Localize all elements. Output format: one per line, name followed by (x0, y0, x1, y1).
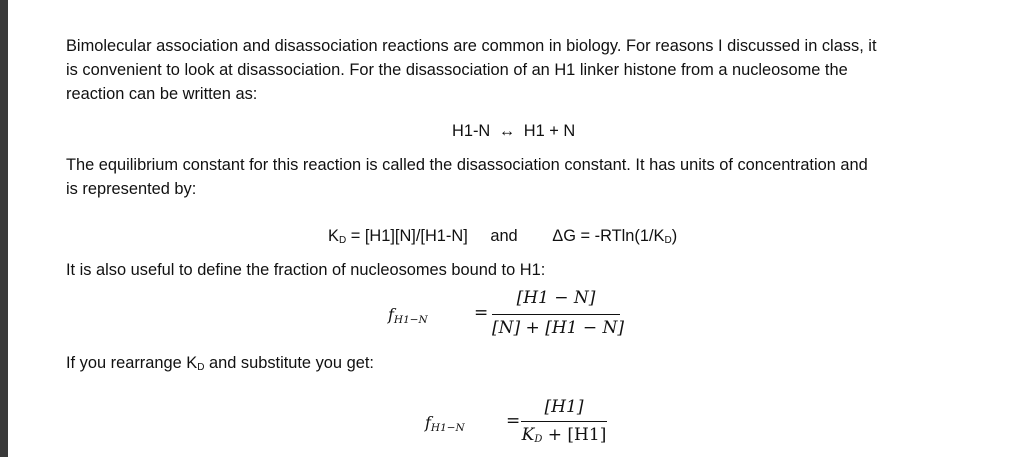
formula2-denominator: KD + [H1] (521, 425, 607, 445)
delta-g-expression: ΔG = -RTln(1/KD) (552, 227, 678, 246)
formula2-lhs: $f_{H1-N}$ (425, 413, 465, 434)
document-page (8, 0, 1024, 457)
reaction-equation (452, 119, 575, 143)
formula2-equals: = (506, 411, 521, 431)
intro-line-1: Bimolecular association and disassociation reactions are common in biology. For reasons I discussed in class, it (66, 37, 877, 55)
kd-k: K (328, 227, 339, 245)
kd-d: D (338, 235, 347, 246)
reaction-left: H1-N (452, 122, 491, 140)
intro-line-2: is convenient to look at disassociation. For the disassociation of an H1 linker histone from a nucleosome the (66, 61, 848, 79)
formula1-lhs: $f_{H1-N}$ (388, 305, 428, 326)
formula2-numerator: [H1] (544, 397, 584, 417)
equilibrium-line-2: is represented by: (66, 180, 197, 198)
formula1-equals: = (474, 303, 489, 323)
fraction-formula-1 (388, 284, 648, 344)
formula1-numerator: [H1 − N] (516, 288, 596, 308)
equilibrium-line-1: The equilibrium constant for this reaction is called the disassociation constant. It has units of concentration and (66, 156, 868, 174)
kd-equation (328, 224, 677, 253)
formula1-fraction-bar (492, 314, 620, 315)
intro-line-3: reaction can be written as: (66, 85, 258, 103)
intro-paragraph (66, 34, 986, 106)
formula1-denominator: [N] + [H1 − N] (492, 318, 625, 338)
rearrange-text: If you rearrange KD and substitute you get: (66, 354, 374, 373)
reaction-right: H1 + N (523, 122, 576, 140)
formula2-fraction-bar (521, 421, 607, 422)
reaction-arrow: ↔ (498, 122, 516, 140)
kd-and: and (490, 227, 518, 245)
fraction-formula-2 (425, 391, 625, 451)
equilibrium-paragraph (66, 153, 986, 201)
kd-expression: = [H1][N]/[H1-N] (346, 227, 468, 245)
fraction-intro: It is also useful to define the fraction of nucleosomes bound to H1: (66, 261, 546, 279)
